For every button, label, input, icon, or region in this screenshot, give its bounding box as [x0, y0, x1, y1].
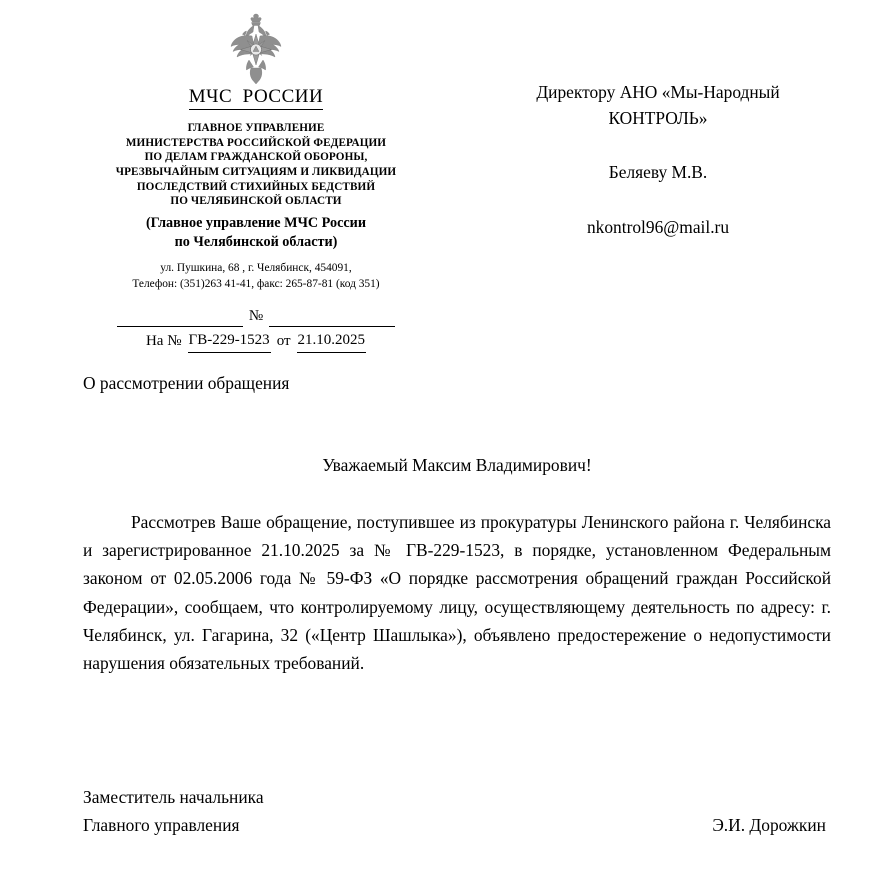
postal-address: ул. Пушкина, 68 , г. Челябинск, 454091,: [160, 261, 352, 274]
organization-full-name: [56, 121, 456, 209]
addressee-person: Беляеву М.В.: [608, 162, 708, 183]
letterhead: [56, 12, 456, 353]
signature-row: [83, 811, 831, 839]
org-full-line: ПОСЛЕДСТВИЙ СТИХИЙНЫХ БЕДСТВИЙ: [136, 180, 376, 193]
signatory-title-line-1: Заместитель начальника: [83, 787, 264, 807]
mchs-eagle-emblem-icon: [223, 12, 289, 84]
contact-details: [56, 260, 456, 292]
salutation: Уважаемый Максим Владимирович!: [322, 455, 592, 475]
addressee-organization-line-2: КОНТРОЛЬ»: [608, 107, 708, 128]
outgoing-date-blank: [117, 314, 243, 327]
number-symbol: №: [248, 307, 264, 324]
addressee-block: [462, 80, 854, 240]
org-full-line: МИНИСТЕРСТВА РОССИЙСКОЙ ФЕДЕРАЦИИ: [125, 136, 387, 149]
signature-block: [83, 783, 831, 839]
addressee-organization-line-1: Директору АНО «Мы-Народный: [536, 82, 780, 102]
subject-line: О рассмотрении обращения: [83, 373, 290, 393]
addressee-email: nkontrol96@mail.ru: [586, 216, 730, 237]
organization-short-name: [56, 214, 456, 253]
org-full-line: ГЛАВНОЕ УПРАВЛЕНИЕ: [187, 121, 325, 134]
org-full-line: ПО ДЕЛАМ ГРАЖДАНСКОЙ ОБОРОНЫ,: [144, 151, 368, 164]
organization-acronym: МЧС РОССИИ: [189, 86, 323, 110]
incoming-reference-row: [56, 329, 456, 353]
reply-prefix: На №: [145, 333, 182, 350]
org-short-line: по Челябинской области): [174, 234, 338, 251]
letter-body: Рассмотрев Ваше обращение, поступившее из прокуратуры Ленинского района г. Челябинска и зарегистрированное 21.10.2025 за № ГВ-229-1523, в порядке, установленном Федеральным законом от 02.05.2006 года № 59-ФЗ «О порядке рассмотрения обращений граждан Российской Федерации», сообщаем, что контролируемому лицу, осуществляющему деятельность по адресу: г. Челябинск, ул. Гагарина, 32 («Центр Шашлыка»), объявлено предостережение о недопустимости нарушения обязательных требований.: [83, 512, 831, 673]
org-short-line: (Главное управление МЧС России: [145, 214, 367, 231]
incoming-number: ГВ-229-1523: [188, 329, 271, 353]
date-prefix: от: [276, 333, 291, 350]
signatory-title-line-2: Главного управления: [83, 815, 240, 836]
outgoing-number-blank: [269, 314, 395, 327]
org-full-line: ПО ЧЕЛЯБИНСКОЙ ОБЛАСТИ: [170, 195, 342, 208]
reference-number-block: [56, 305, 456, 353]
outgoing-reference-row: [56, 305, 456, 328]
signatory-name: Э.И. Дорожкин: [712, 815, 826, 836]
incoming-date: 21.10.2025: [297, 329, 367, 353]
phone-fax: Телефон: (351)263 41-41, факс: 265-87-81 (код 351): [132, 277, 380, 290]
org-full-line: ЧРЕЗВЫЧАЙНЫМ СИТУАЦИЯМ И ЛИКВИДАЦИИ: [115, 165, 397, 178]
